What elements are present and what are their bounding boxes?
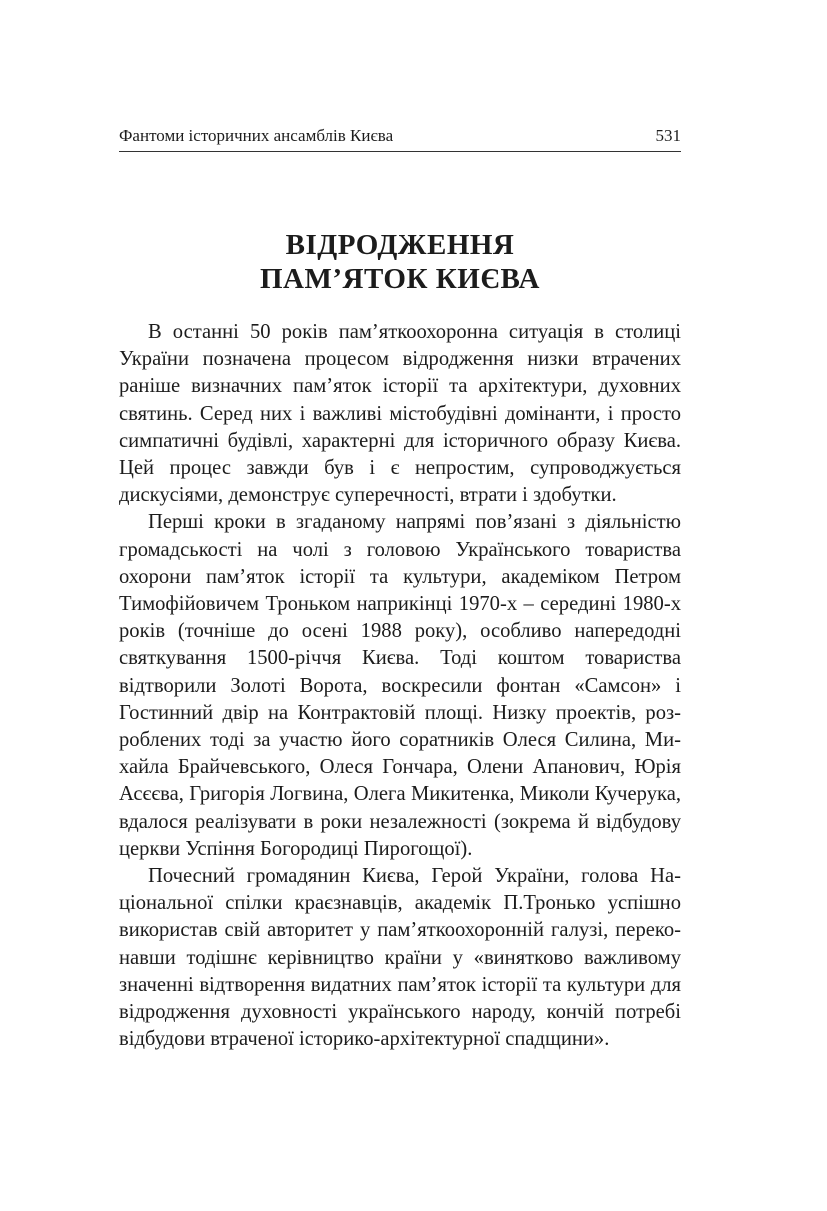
- chapter-title-line-1: ВІДРОДЖЕННЯ: [285, 229, 515, 261]
- page-number: 531: [655, 126, 681, 145]
- chapter-title: [119, 228, 681, 296]
- running-header: [119, 124, 681, 152]
- paragraph-3: Почесний громадянин Києва, Герой України, голова Національної спілки краєзнавців, академік П.Тронько успішно використав свій авторитет у пам’яткоохоронній галузі, переконавши тодішнє керівництво країни у «винятково важливому значенні відтворення видатних пам’яток історії та культури для відродження духовності українського народу, кончій потребі відбудови втраченої історико-архітектурної спадщини».: [119, 865, 681, 1051]
- chapter-title-line-2: ПАМ’ЯТОК КИЄВА: [260, 263, 540, 295]
- paragraph-2: Перші кроки в згаданому напрямі пов’язані з діяльністю громадськості на чолі з головою Українського товариства охорони пам’яток історії та культури, академіком Петром Тимофійовичем Троньком наприкінці 1970-х – середині 1980-х років (точніше до осені 1988 року), особливо напередодні святкування 1500-річчя Києва. Тоді коштом товариства відтворили Золоті Ворота, воскресили фонтан «Самсон» і Гостинний двір на Контрактовій площі. Низку проектів, розроблених тоді за участю його соратників Олеся Силина, Михайла Брайчевського, Олеся Гончара, Олени Апанович, Юрія Асєєва, Григорія Логвина, Олега Микитенка, Миколи Кучерука, вдалося реалізувати в роки незалежності (зокрема й відбудову церкви Успіння Богородиці Пирогощої).: [119, 511, 681, 860]
- body-text: [119, 319, 681, 1053]
- running-title: Фантоми історичних ансамблів Києва: [119, 126, 394, 145]
- paragraph-1: В останні 50 років пам’яткоохоронна ситуація в столиці України позначена процесом відродження низки втрачених раніше визначних пам’яток історії та архітектури, духовних святинь. Серед них і важливі містобудівні домінанти, і просто симпатичні будівлі, характерні для історичного образу Києва. Цей процес завжди був і є непростим, супроводжується дискусіями, демонструє суперечності, втрати і здобутки.: [119, 321, 681, 507]
